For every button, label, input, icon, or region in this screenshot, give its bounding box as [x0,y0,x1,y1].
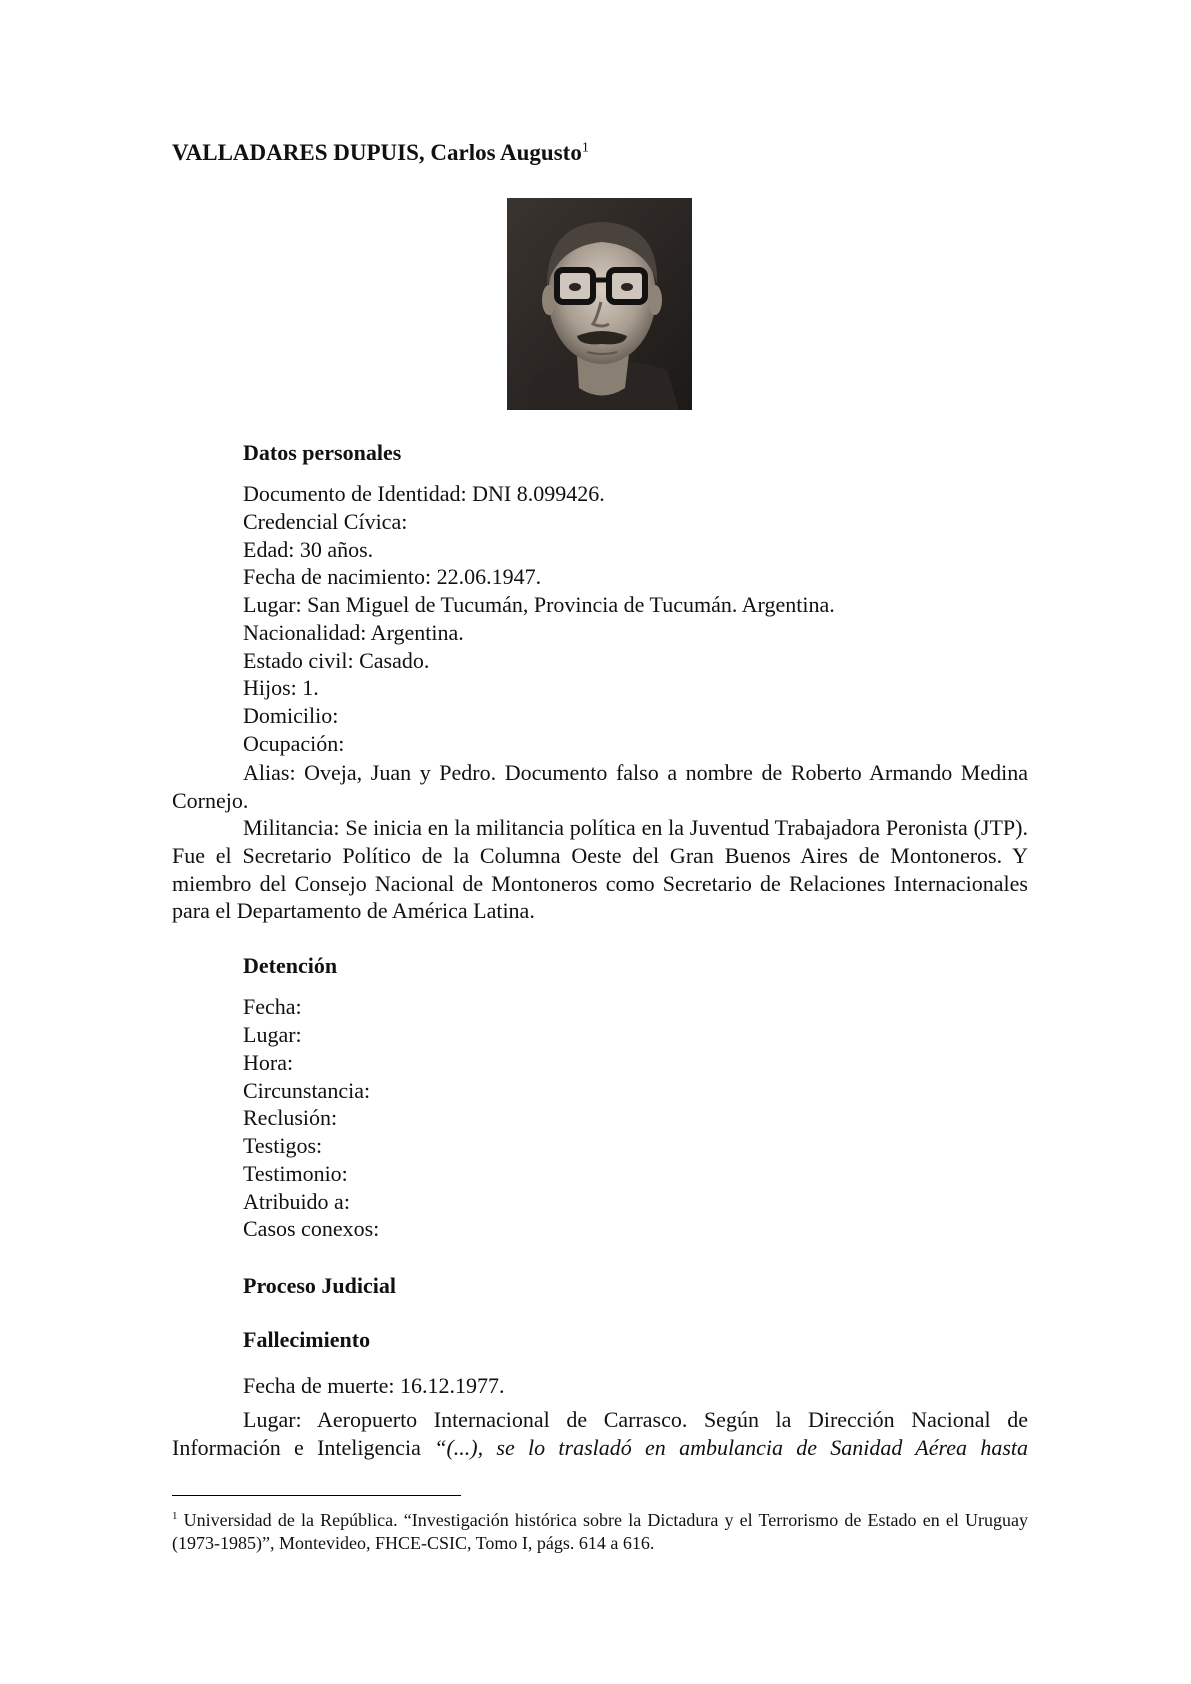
field-documento: Documento de Identidad: DNI 8.099426. [243,481,605,506]
field-credencial: Credencial Cívica: [243,509,408,534]
section-heading-datos-personales: Datos personales [243,440,402,465]
field-casos-conexos: Casos conexos: [243,1216,380,1241]
field-circunstancia: Circunstancia: [243,1078,371,1103]
section-heading-proceso-judicial: Proceso Judicial [243,1273,396,1298]
field-edad: Edad: 30 años. [243,537,374,562]
field-detencion-hora: Hora: [243,1050,294,1075]
field-domicilio: Domicilio: [243,703,339,728]
field-ocupacion: Ocupación: [243,731,345,756]
document-title [172,140,589,166]
field-testimonio: Testimonio: [243,1161,348,1186]
field-atribuido: Atribuido a: [243,1189,350,1214]
field-alias: Alias: Oveja, Juan y Pedro. Documento falso a nombre de Roberto Armando Medina Cornejo. [172,760,1028,813]
field-reclusion: Reclusión: [243,1105,338,1130]
section-heading-detencion: Detención [243,953,338,978]
lugar-muerte-quote: “(...), se lo trasladó en ambulancia de Sanidad Aérea hasta [434,1434,1028,1460]
field-hijos: Hijos: 1. [243,675,319,700]
section-heading-fallecimiento: Fallecimiento [243,1327,371,1352]
field-nacionalidad: Nacionalidad: Argentina. [243,620,464,645]
field-fecha-muerte: Fecha de muerte: 16.12.1977. [243,1373,505,1398]
lugar-muerte-text: Lugar: Aeropuerto Internacional de Carrasco. Según la Dirección Nacional de Información e Inteligencia [172,1407,1028,1460]
footnote-ref: 1 [581,140,589,156]
footnote [172,1509,1028,1555]
field-testigos: Testigos: [243,1133,323,1158]
field-detencion-fecha: Fecha: [243,994,302,1019]
field-lugar-nacimiento: Lugar: San Miguel de Tucumán, Provincia de Tucumán. Argentina. [243,592,835,617]
field-militancia: Militancia: Se inicia en la militancia política en la Juventud Trabajadora Peronista (JTP). Fue el Secretario Político de la Columna Oeste del Gran Buenos Aires de Montoneros. Y miembro del Consejo Nacional de Montoneros como Secretario de Relaciones Internacionales para el Departamento de América Latina. [172,815,1028,924]
field-detencion-lugar: Lugar: [243,1022,302,1047]
portrait-photo [507,198,692,410]
field-fecha-nacimiento: Fecha de nacimiento: 22.06.1947. [243,564,542,589]
footnote-text: Universidad de la República. “Investigación histórica sobre la Dictadura y el Terrorismo de Estado en el Uruguay (1973-1985)”, Montevideo, FHCE-CSIC, Tomo I, págs. 614 a 616. [172,1510,1028,1553]
footnote-number: 1 [172,1510,178,1522]
person-name: VALLADARES DUPUIS, Carlos Augusto [172,140,582,165]
field-estado-civil: Estado civil: Casado. [243,648,430,673]
field-lugar-muerte [172,1406,1028,1462]
footnote-divider [172,1495,461,1496]
